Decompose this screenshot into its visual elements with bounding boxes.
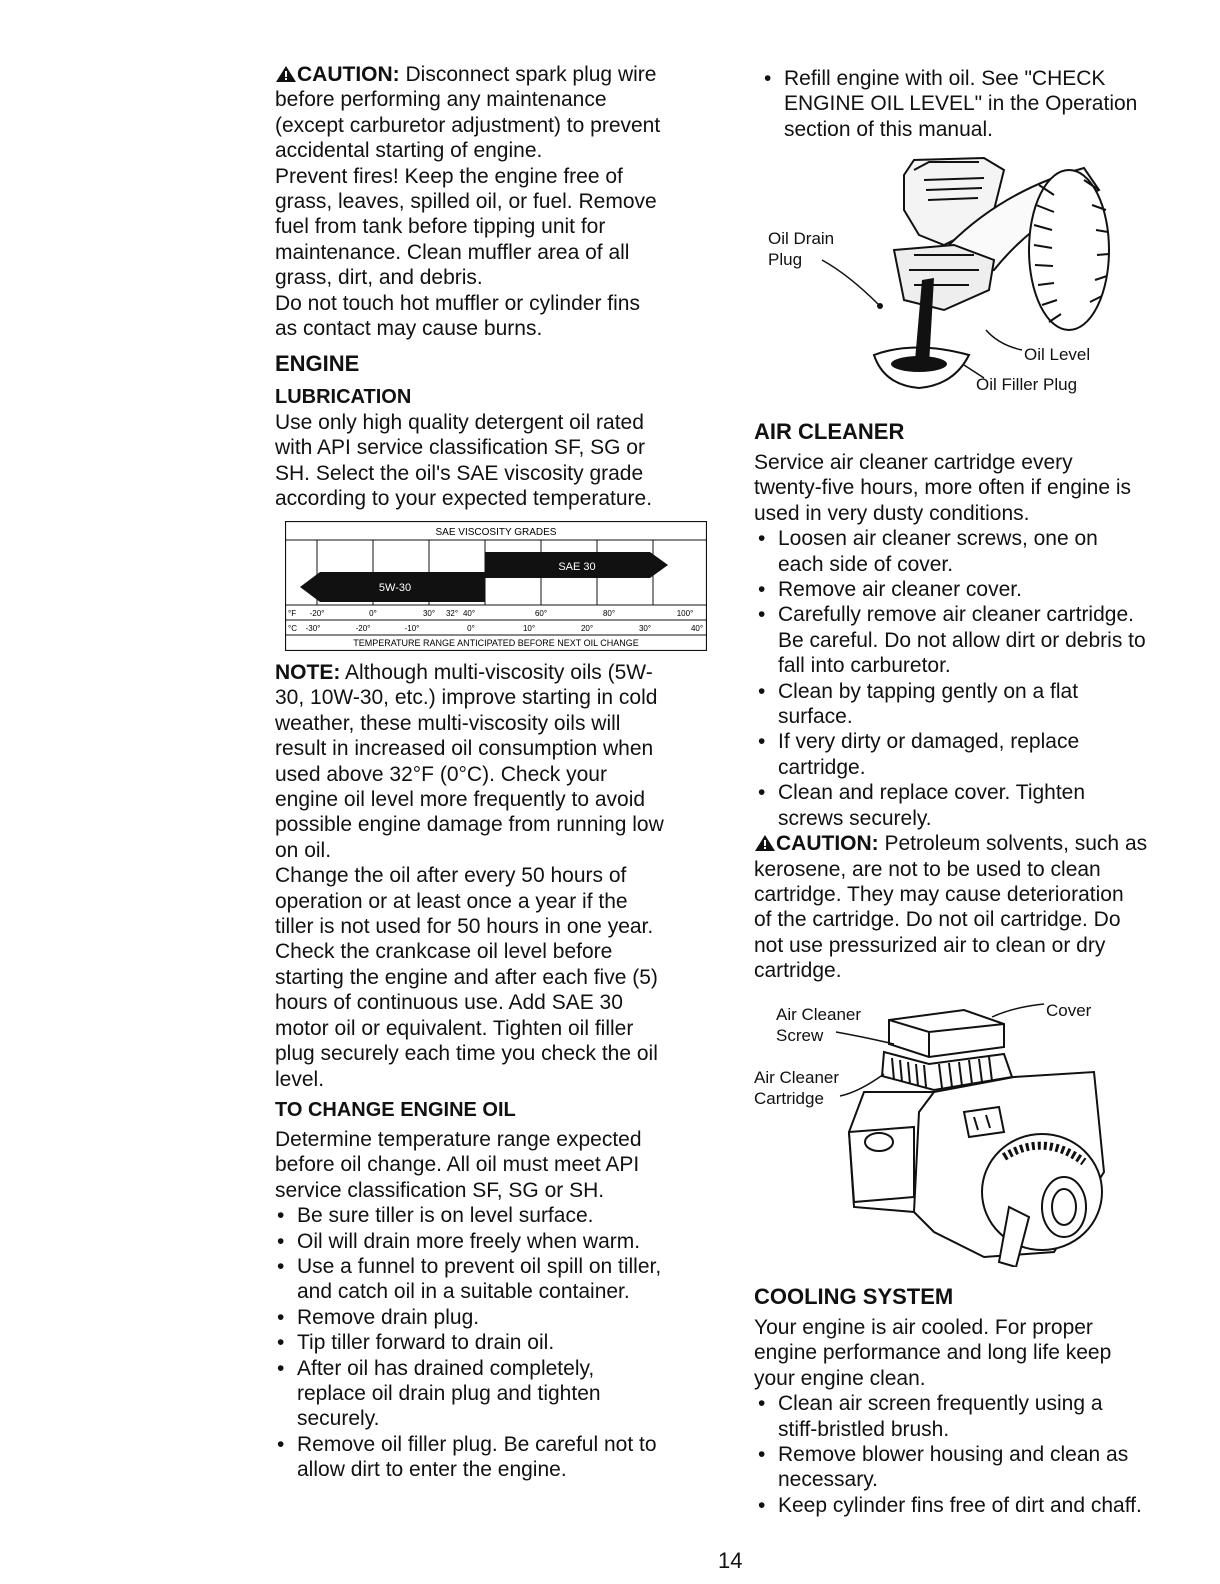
list-item (756, 602, 1194, 678)
f-tick: 60° (534, 609, 548, 618)
page-number: 14 (718, 1548, 743, 1573)
chart-footer: TEMPERATURE RANGE ANTICIPATED BEFORE NEXT OIL CHANGE (353, 638, 639, 648)
cooling-heading: COOLING SYSTEM (754, 1284, 954, 1309)
note-text: Although multi-viscosity oils (5W- (345, 661, 653, 684)
list-item-text: Remove air cleaner cover. (778, 578, 1022, 602)
lubrication-heading: LUBRICATION (275, 386, 412, 408)
note-text: possible engine damage from running low (275, 813, 664, 837)
list-item (275, 1254, 715, 1305)
fire-text: fuel from tank before tipping unit for (275, 215, 606, 239)
list-item-text: securely. (297, 1407, 380, 1431)
list-item-text: Refill engine with oil. See "CHECK (784, 67, 1106, 90)
list-item-text: Be sure tiller is on level surface. (297, 1204, 594, 1228)
caution-text: cartridge. (754, 959, 842, 983)
c-tick: -10° (404, 624, 420, 633)
c-tick: 30° (638, 624, 652, 633)
air-cleaner-figure (754, 992, 1194, 1267)
f-tick: 30° (422, 609, 436, 618)
list-item (756, 1442, 1194, 1493)
air-cleaner-screw-label: Screw (776, 1026, 824, 1045)
list-item-text: and catch oil in a suitable container. (297, 1280, 630, 1304)
note-text: 30, 10W-30, etc.) improve starting in cold (275, 686, 658, 710)
lubrication-text: with API service classification SF, SG or (275, 436, 645, 460)
caution-text: (except carburetor adjustment) to prevent (275, 113, 661, 137)
list-item-text: section of this manual. (784, 117, 993, 141)
list-item (756, 729, 1194, 780)
change-text: level. (275, 1067, 325, 1091)
f-tick: °F (288, 609, 297, 618)
f-tick: -20° (309, 609, 325, 618)
list-item (756, 679, 1194, 730)
fire-text: as contact may cause burns. (275, 317, 543, 341)
caution-label: CAUTION: (776, 832, 879, 856)
air-cleaner-screw-label: Air Cleaner (776, 1005, 862, 1024)
warning-triangle-icon (754, 834, 776, 852)
list-item-text: Clean by tapping gently on a flat (778, 679, 1079, 703)
list-item (756, 1391, 1194, 1442)
list-item (756, 526, 1194, 577)
change-text: tiller is not used for 50 hours in one year. (275, 915, 654, 939)
fire-text: Prevent fires! Keep the engine free of (275, 164, 623, 188)
caution-text: not use pressurized air to clean or dry (754, 933, 1106, 957)
note-text: engine oil level more frequently to avoid (275, 788, 646, 812)
caution-text: accidental starting of engine. (275, 139, 543, 163)
air-text: Service air cleaner cartridge every (754, 451, 1073, 474)
note-text: weather, these multi-viscosity oils will (275, 711, 621, 735)
fire-text: grass, leaves, spilled oil, or fuel. Remove (275, 190, 657, 214)
change-text: motor oil or equivalent. Tighten oil filler (275, 1016, 634, 1040)
f-tick: 0° (369, 609, 377, 618)
air-cleaner-cartridge-label: Air Cleaner (754, 1068, 840, 1087)
caution-text: Petroleum solvents, such as (884, 832, 1148, 856)
change-oil-steps (275, 1203, 715, 1482)
list-item-text: allow dirt to enter the engine. (297, 1458, 567, 1482)
list-item-text: Carefully remove air cleaner cartridge. (778, 603, 1134, 627)
c-tick: 40° (690, 624, 704, 633)
f-tick: 80° (602, 609, 616, 618)
air-cleaner-cartridge-label: Cartridge (754, 1089, 824, 1108)
fire-text: grass, dirt, and debris. (275, 266, 483, 290)
caution-text: Disconnect spark plug wire (405, 63, 657, 86)
note-block (275, 660, 715, 1092)
list-item (756, 780, 1194, 831)
fire-text: maintenance. Clean muffler area of all (275, 240, 630, 264)
list-item-text: Remove drain plug. (297, 1305, 480, 1329)
cooling-text: engine performance and long life keep (754, 1341, 1112, 1365)
lubrication-text: SH. Select the oil's SAE viscosity grade (275, 461, 644, 485)
list-item-text: stiff-bristled brush. (778, 1417, 950, 1441)
change-text: operation or at least once a year if the (275, 889, 628, 913)
list-item-text: Use a funnel to prevent oil spill on tiller, (297, 1255, 662, 1279)
list-item (275, 1432, 715, 1483)
air-text: used in very dusty conditions. (754, 501, 1030, 525)
cooling-steps (756, 1391, 1194, 1518)
lubrication-text: according to your expected temperature. (275, 487, 653, 511)
cover-label: Cover (1046, 1001, 1092, 1020)
viscosity-chart (285, 521, 707, 651)
note-text: on oil. (275, 838, 332, 862)
engine-heading: ENGINE (275, 351, 360, 376)
change-text: Check the crankcase oil level before (275, 940, 613, 964)
oil-drain-label: Oil Drain (768, 229, 835, 248)
change-text: starting the engine and after each five (5) (275, 965, 658, 989)
list-item-text: Keep cylinder fins free of dirt and chaff. (778, 1493, 1142, 1517)
list-item-text: After oil has drained completely, (297, 1356, 595, 1380)
chart-title: SAE VISCOSITY GRADES (435, 527, 557, 538)
cooling-text: Your engine is air cooled. For proper (754, 1316, 1093, 1339)
warning-triangle-icon (275, 65, 297, 83)
list-item-text: fall into carburetor. (778, 654, 951, 678)
list-item-text: necessary. (778, 1468, 878, 1492)
air-cleaner-section (754, 418, 1194, 984)
engine-section (275, 350, 715, 512)
list-item-text: Clean and replace cover. Tighten (778, 781, 1086, 805)
list-item-text: cartridge. (778, 755, 866, 779)
c-tick: 10° (522, 624, 536, 633)
change-oil-section (275, 1097, 715, 1483)
list-item (275, 1229, 715, 1254)
cooling-section (754, 1283, 1194, 1518)
list-item (756, 577, 1194, 602)
air-cleaner-steps (756, 526, 1194, 831)
to-change-text: before oil change. All oil must meet API (275, 1153, 640, 1177)
caution-text: before performing any maintenance (275, 88, 607, 112)
c-tick: -20° (355, 624, 371, 633)
caution-text: of the cartridge. Do not oil cartridge. Do (754, 908, 1121, 932)
to-change-heading: TO CHANGE ENGINE OIL (275, 1099, 516, 1121)
f-tick: 32° (445, 609, 459, 618)
oil-drain-label: Plug (768, 250, 803, 269)
list-item-text: Tip tiller forward to drain oil. (297, 1331, 555, 1355)
lubrication-text: Use only high quality detergent oil rated (275, 411, 644, 434)
sae30-label: SAE 30 (558, 561, 596, 573)
refill-list (762, 66, 1194, 142)
change-text: hours of continuous use. Add SAE 30 (275, 991, 623, 1015)
list-item-text: If very dirty or damaged, replace (778, 730, 1080, 754)
caution-text: cartridge. They may cause deterioration (754, 882, 1124, 906)
c-tick: °C (288, 624, 297, 633)
change-text: Change the oil after every 50 hours of (275, 864, 627, 888)
list-item-text: screws securely. (778, 806, 932, 830)
caution-line (275, 62, 715, 87)
caution2-line (754, 831, 1194, 856)
list-item-text: each side of cover. (778, 552, 954, 576)
list-item-text: Remove oil filler plug. Be careful not to (297, 1432, 657, 1456)
air-text: twenty-five hours, more often if engine is (754, 476, 1132, 500)
to-change-text: service classification SF, SG or SH. (275, 1178, 605, 1202)
f-tick: 40° (462, 609, 476, 618)
air-cleaner-heading: AIR CLEANER (754, 419, 905, 444)
c-tick: 0° (467, 624, 475, 633)
list-item-text: Oil will drain more freely when warm. (297, 1229, 641, 1253)
list-item (275, 1305, 715, 1330)
note-text: result in increased oil consumption when (275, 737, 654, 761)
oil-drain-illustration (754, 150, 1194, 405)
oil-filler-label: Oil Filler Plug (976, 375, 1078, 394)
oil-level-label: Oil Level (1024, 345, 1091, 364)
f-tick: 100° (676, 609, 694, 618)
change-text: plug securely each time you check the oil (275, 1042, 658, 1066)
list-item-text: ENGINE OIL LEVEL" in the Operation (784, 92, 1138, 116)
list-item-text: Loosen air cleaner screws, one on (778, 527, 1098, 551)
list-item (756, 1493, 1194, 1518)
list-item-text: Clean air screen frequently using a (778, 1392, 1103, 1416)
note-label: NOTE: (275, 661, 341, 684)
caution-text: kerosene, are not to be used to clean (754, 857, 1101, 881)
note-line (275, 660, 715, 685)
c-tick: 20° (580, 624, 594, 633)
oil-drain-figure (754, 150, 1194, 405)
note-text: used above 32°F (0°C). Check your (275, 762, 607, 786)
c-tick: -30° (305, 624, 321, 633)
list-item (762, 66, 1194, 142)
list-item (275, 1356, 715, 1432)
to-change-text: Determine temperature range expected (275, 1128, 642, 1151)
list-item-text: surface. (778, 705, 853, 729)
list-item-text: Be careful. Do not allow dirt or debris to (778, 628, 1146, 652)
list-item-text: replace oil drain plug and tighten (297, 1382, 601, 1406)
5w30-label: 5W-30 (378, 582, 412, 594)
list-item (275, 1330, 715, 1355)
cooling-text: your engine clean. (754, 1366, 926, 1390)
caution-label: CAUTION: (297, 63, 400, 86)
list-item-text: Remove blower housing and clean as (778, 1443, 1129, 1467)
list-item (275, 1203, 715, 1228)
fire-text: Do not touch hot muffler or cylinder fins (275, 291, 640, 315)
caution-block (275, 62, 715, 341)
